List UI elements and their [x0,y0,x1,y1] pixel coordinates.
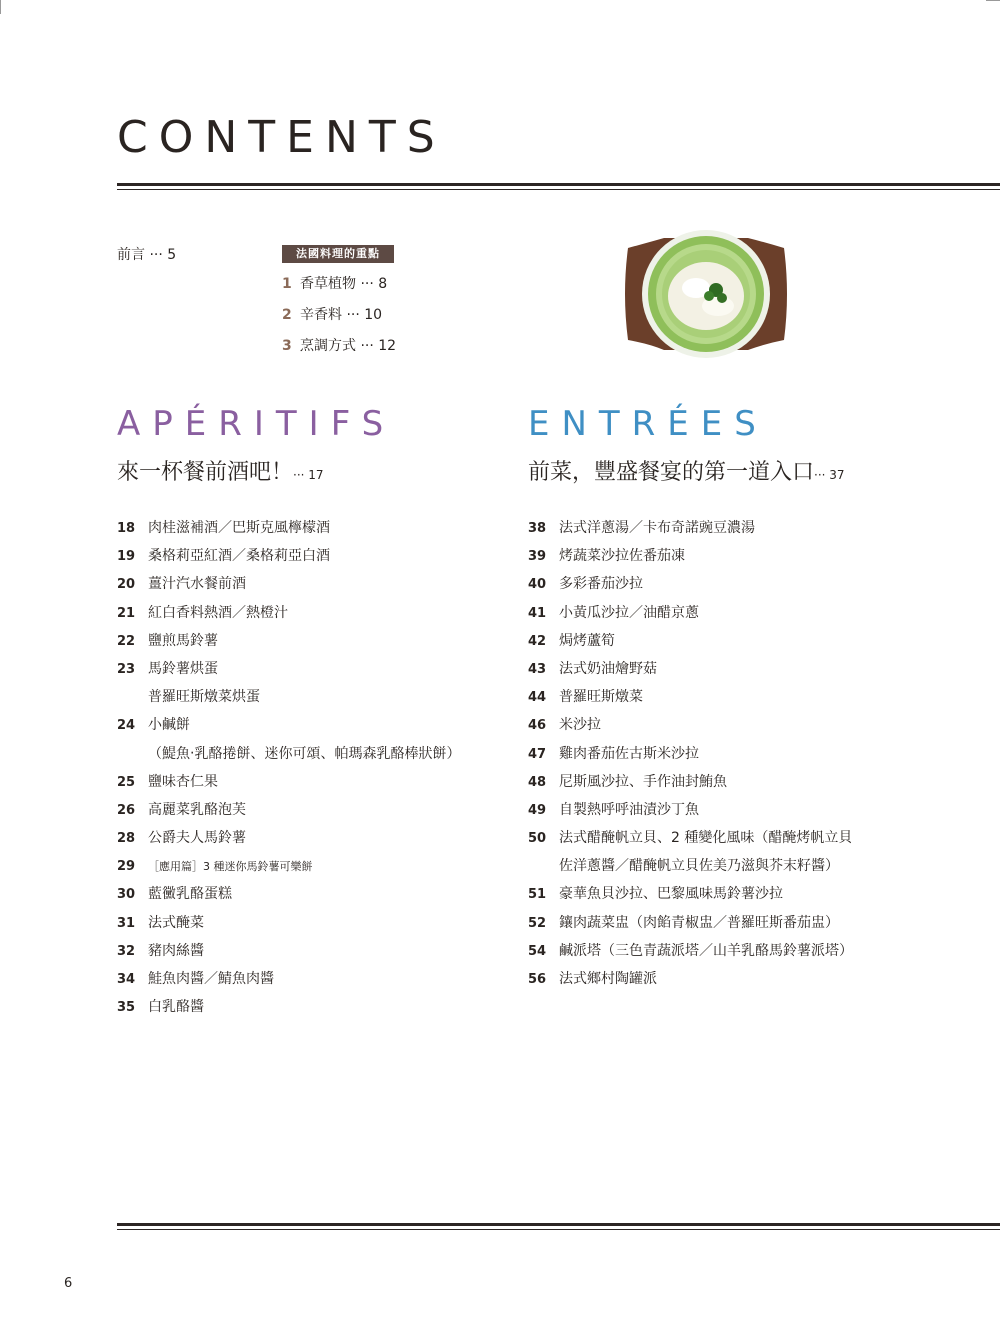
entry-title: 法式醋醃帆立貝、2 種變化風味（醋醃烤帆立貝 [559,830,853,847]
item-number: 3 [282,338,292,354]
aperitifs-title: APÉRITIFS [117,404,396,444]
toc-entry [117,880,460,908]
crop-mark-left [0,0,1,14]
entry-page-number: 38 [528,521,547,536]
entry-page-number: 48 [528,774,547,790]
entry-title: 法式鄉村陶罐派 [559,971,657,987]
entry-title: 鑲肉蔬菜盅（肉餡青椒盅／普羅旺斯番茄盅） [559,914,839,931]
toc-entry [528,768,853,796]
toc-entry [117,796,460,824]
entry-page-number: 42 [528,633,547,649]
list-item [282,272,396,303]
entrees-subtitle-page: ··· 37 [814,468,845,482]
entry-title: 紅白香料熱酒／熱橙汁 [148,604,288,621]
toc-entry [528,880,853,908]
toc-entry [528,711,853,739]
entry-title: 桑格莉亞紅酒／桑格莉亞白酒 [148,548,330,565]
salad-photo [618,228,794,360]
entry-title: 鹽煎馬鈴薯 [148,632,218,649]
entry-title: 米沙拉 [559,717,601,734]
entry-page-number: 28 [117,831,136,847]
toc-entry [117,965,460,993]
entry-title: 法式醃菜 [148,914,204,931]
toc-entry [117,909,460,937]
entry-page-number: 19 [117,549,136,565]
preface-entry: 前言 ··· 5 [117,247,177,263]
entry-page-number: 29 [117,859,136,875]
aperitifs-subtitle-page: ··· 17 [293,468,324,482]
entry-title: 佐洋蔥醬／醋醃帆立貝佐美乃滋與芥末籽醬） [559,858,839,875]
toc-entry [528,965,853,993]
toc-entry [117,514,460,542]
entry-title: 公爵夫人馬鈴薯 [148,830,246,847]
entry-page-number: 26 [117,802,136,818]
toc-entry [117,655,460,683]
entry-page-number: 34 [117,972,136,987]
crop-mark-right [986,0,1000,1]
french-points-tag: 法國料理的重點 [282,245,394,263]
toc-entry [528,655,853,683]
entry-title: 豪華魚貝沙拉、巴黎風味馬鈴薯沙拉 [559,886,783,903]
toc-entry [528,514,853,542]
aperitifs-subtitle [117,456,324,492]
entry-page-number: 46 [528,718,547,734]
page-number: 6 [64,1276,73,1291]
toc-entry [528,937,853,965]
item-text: 香草植物 ··· 8 [300,276,388,292]
entry-title: 雞肉番茄佐古斯米沙拉 [559,745,699,762]
top-rule-thin [117,189,1000,190]
item-text: 烹調方式 ··· 12 [300,338,397,354]
toc-entry [117,542,460,570]
entry-title: 白乳酪醬 [148,999,204,1016]
entry-title: 鹽味杏仁果 [148,773,218,790]
toc-entry [117,570,460,598]
top-rule-thick [117,183,1000,186]
toc-entry [117,824,460,852]
entry-page-number: 51 [528,887,547,903]
entry-page-number: 18 [117,521,136,536]
entry-title: 烤蔬菜沙拉佐番茄凍 [559,548,685,565]
french-points-list [282,272,396,365]
entry-page-number: 43 [528,661,547,677]
entry-title: ［應用篇］3 種迷你馬鈴薯可樂餅 [148,860,313,874]
entry-page-number: 25 [117,774,136,790]
item-number: 2 [282,307,292,323]
entry-title: 多彩番茄沙拉 [559,576,643,593]
toc-entry [528,852,853,880]
toc-entry [117,993,460,1021]
entry-title: 肉桂滋補酒／巴斯克風檸檬酒 [148,520,330,536]
entry-page-number: 35 [117,1000,136,1016]
toc-entry [528,740,853,768]
toc-entry [528,796,853,824]
entry-page-number: 30 [117,887,136,903]
entry-page-number: 39 [528,549,547,565]
entry-title: （鯷魚‧乳酪捲餅、迷你可頌、帕瑪森乳酪棒狀餅） [148,745,461,762]
entry-title: 藍黴乳酪蛋糕 [148,886,232,903]
entry-page-number: 50 [528,831,547,847]
toc-entry [528,683,853,711]
entry-title: 馬鈴薯烘蛋 [148,660,218,677]
entry-page-number: 22 [117,633,136,649]
entry-page-number: 31 [117,915,136,931]
entry-page-number: 56 [528,972,547,987]
toc-entry [117,711,460,739]
entry-page-number: 49 [528,802,547,818]
toc-entry [117,599,460,627]
entry-page-number: 23 [117,661,136,677]
bottom-rule-thin [117,1229,1000,1230]
entry-page-number: 40 [528,577,547,593]
toc-entry [528,824,853,852]
list-item [282,303,396,334]
entry-page-number: 47 [528,746,547,762]
page-title: CONTENTS [117,112,446,163]
toc-entry [528,909,853,937]
entry-title: 鮭魚肉醬／鯖魚肉醬 [148,971,274,987]
toc-entry [528,599,853,627]
entry-page-number: 20 [117,577,136,593]
toc-entry [117,740,460,768]
toc-entry [117,937,460,965]
toc-entry [528,542,853,570]
entrees-list [528,514,853,993]
toc-entry [117,627,460,655]
entry-page-number: 54 [528,943,547,959]
entrees-subtitle-text: 前菜，豐盛餐宴的第一道入口 [528,460,815,485]
entry-title: 小鹹餅 [148,717,190,734]
toc-entry [528,570,853,598]
entry-page-number: 32 [117,943,136,959]
item-number: 1 [282,276,292,292]
entry-title: 法式洋蔥湯／卡布奇諾豌豆濃湯 [559,520,755,536]
toc-entry [117,768,460,796]
entry-title: 小黃瓜沙拉／油醋京蔥 [559,604,699,621]
toc-entry [528,627,853,655]
entry-title: 普羅旺斯燉菜烘蛋 [148,689,260,706]
entry-page-number: 41 [528,605,547,621]
entry-page-number: 44 [528,690,547,706]
entry-title: 豬肉絲醬 [148,942,204,959]
entry-title: 尼斯風沙拉、手作油封鮪魚 [559,773,727,790]
entry-title: 法式奶油燴野菇 [559,660,657,677]
list-item [282,334,396,365]
entrees-subtitle [528,456,845,492]
toc-entry [117,683,460,711]
entrees-title: ENTRÉES [528,404,768,444]
aperitifs-list [117,514,460,1021]
entry-title: 鹹派塔（三色青蔬派塔／山羊乳酪馬鈴薯派塔） [559,942,853,959]
entry-title: 高麗菜乳酪泡芙 [148,801,246,818]
toc-entry [117,852,460,880]
aperitifs-subtitle-text: 來一杯餐前酒吧！ [117,460,294,485]
item-text: 辛香料 ··· 10 [300,307,383,323]
entry-page-number: 52 [528,915,547,931]
bottom-rule-thick [117,1223,1000,1226]
entry-title: 薑汁汽水餐前酒 [148,576,246,593]
entry-title: 焗烤蘆筍 [559,632,615,649]
entry-page-number: 24 [117,718,136,734]
entry-title: 普羅旺斯燉菜 [559,689,643,706]
entry-title: 自製熱呼呼油漬沙丁魚 [559,801,699,818]
entry-page-number: 21 [117,605,136,621]
